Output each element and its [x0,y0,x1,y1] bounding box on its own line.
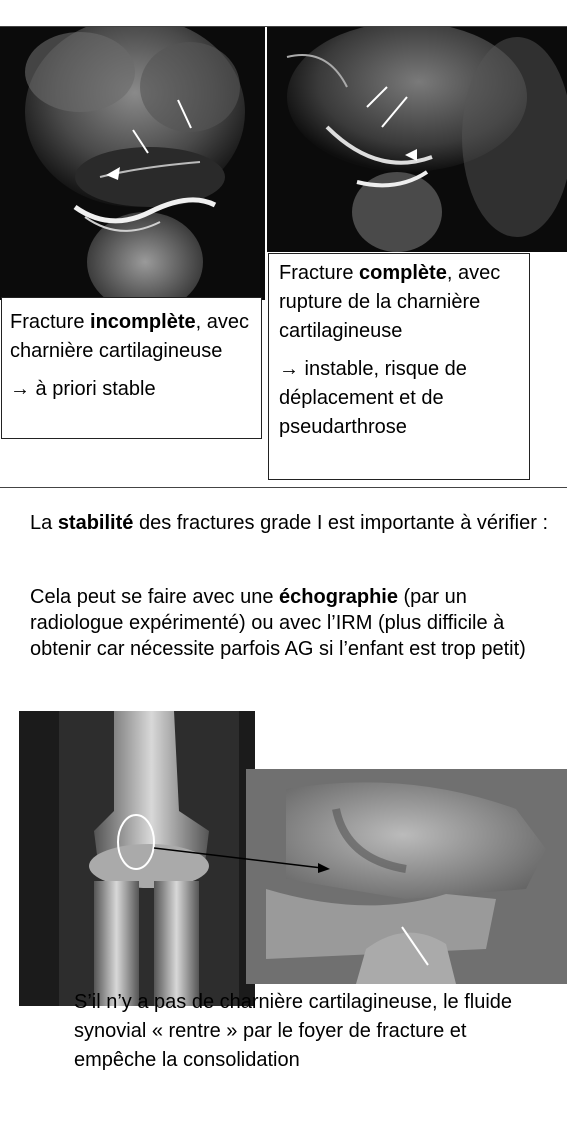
arrow-icon: → [279,358,299,380]
stability-paragraph: La stabilité des fractures grade I est importante à vérifier : [30,512,549,534]
synovial-fluid-caption: S’il n’y a pas de charnière cartilagineuse, le fluide synovial « rentre » par le foyer de fracture et empêche la consolidation [74,991,513,1071]
incomplete-fracture-caption: Fracture incomplète, avec charnière cartilagineuse → à priori stable [1,297,262,439]
complete-fracture-caption: Fracture complète, avec rupture de la charnière cartilagineuse → instable, risque de déplacement et de pseudarthrose [268,253,530,480]
arrow-icon: → [10,378,30,400]
method-paragraph: Cela peut se faire avec une échographie (par un radiologue expérimenté) ou avec l’IRM (plus difficile à obtenir car nécessite parfois AG si l’enfant est trop petit) [30,586,526,660]
